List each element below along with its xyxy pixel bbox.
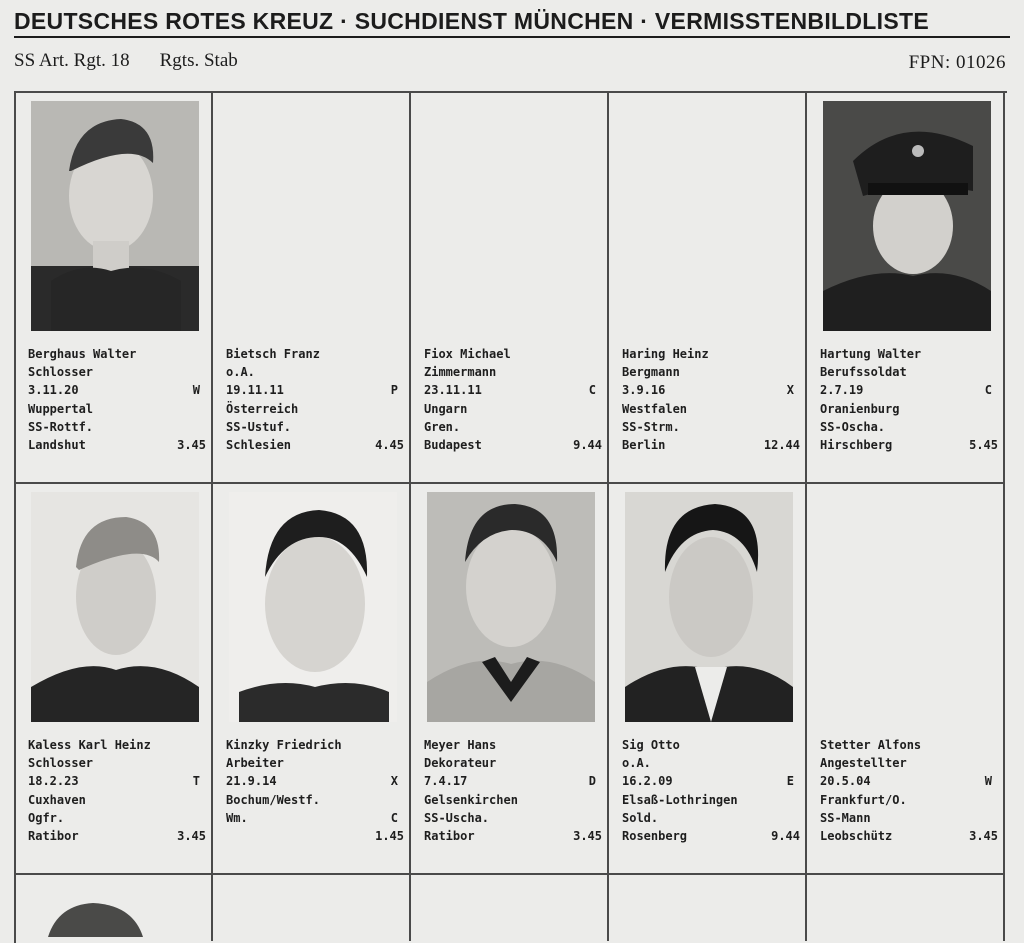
entry-last-place: Rosenberg bbox=[622, 828, 688, 843]
entry-birthdate: 16.2.09 bbox=[622, 774, 673, 789]
entry-code: X bbox=[786, 383, 794, 398]
entry-birthdate: 20.5.04 bbox=[820, 774, 871, 789]
entry-info bbox=[424, 736, 602, 845]
entry-name: Kinzky Friedrich bbox=[226, 738, 342, 752]
entry-card bbox=[808, 484, 1005, 874]
entry-origin: Bochum/Westf. bbox=[226, 792, 320, 807]
entry-last-date: 3.45 bbox=[573, 828, 602, 843]
portrait-photo bbox=[33, 900, 153, 937]
entry-origin: Oranienburg bbox=[820, 401, 900, 416]
list-title: DEUTSCHES ROTES KREUZ · SUCHDIENST MÜNCHEN · VERMISSTENBILDLISTE bbox=[14, 6, 1010, 38]
entry-card bbox=[610, 93, 807, 483]
entry-rank: SS-Strm. bbox=[622, 419, 680, 434]
entry-card bbox=[808, 93, 1005, 483]
entry-rank-code: C bbox=[390, 810, 398, 825]
entry-last-date: 12.44 bbox=[763, 437, 800, 452]
entry-occupation: Arbeiter bbox=[226, 756, 284, 771]
entry-info bbox=[820, 345, 998, 454]
entry-occupation: Schlosser bbox=[28, 365, 94, 380]
entry-last-date: 9.44 bbox=[573, 437, 602, 452]
entry-rank: Gren. bbox=[424, 419, 461, 434]
entry-occupation: Dekorateur bbox=[424, 756, 497, 771]
entry-last-place: Landshut bbox=[28, 437, 86, 452]
entry-info bbox=[226, 736, 404, 845]
entry-info bbox=[424, 345, 602, 454]
entry-origin: Gelsenkirchen bbox=[424, 792, 518, 807]
entry-code: X bbox=[390, 774, 398, 789]
unit-line bbox=[14, 50, 268, 72]
entry-birthdate: 21.9.14 bbox=[226, 774, 277, 789]
portrait-photo bbox=[823, 101, 991, 331]
unit-name: SS Art. Rgt. 18 bbox=[14, 50, 130, 71]
entry-rank: SS-Mann bbox=[820, 810, 871, 825]
entry-last-place: Leobschütz bbox=[820, 828, 893, 843]
entry-info bbox=[820, 736, 998, 845]
entry-last-date: 4.45 bbox=[375, 437, 404, 452]
portrait-photo bbox=[427, 492, 595, 722]
entry-occupation: Zimmermann bbox=[424, 365, 497, 380]
entry-birthdate: 7.4.17 bbox=[424, 774, 468, 789]
entry-rank: Wm. bbox=[226, 810, 248, 825]
entry-last-date: 3.45 bbox=[177, 437, 206, 452]
entry-code: E bbox=[786, 774, 794, 789]
entry-birthdate: 2.7.19 bbox=[820, 383, 864, 398]
entry-name: Kaless Karl Heinz bbox=[28, 738, 151, 752]
entry-info bbox=[622, 345, 800, 454]
entry-last-date: 3.45 bbox=[177, 828, 206, 843]
entry-card bbox=[214, 484, 411, 874]
entry-last-date: 3.45 bbox=[969, 828, 998, 843]
entry-origin: Cuxhaven bbox=[28, 792, 86, 807]
entry-occupation: Berufssoldat bbox=[820, 365, 907, 380]
entry-origin: Ungarn bbox=[424, 401, 468, 416]
entry-code: C bbox=[984, 383, 992, 398]
entry-origin: Wuppertal bbox=[28, 401, 94, 416]
entry-name: Hartung Walter bbox=[820, 347, 922, 361]
entry-code: P bbox=[390, 383, 398, 398]
entry-info bbox=[226, 345, 404, 454]
entry-origin: Österreich bbox=[226, 401, 299, 416]
entry-name: Fiox Michael bbox=[424, 347, 511, 361]
entry-code: W bbox=[192, 383, 200, 398]
portrait-photo bbox=[31, 492, 199, 722]
entry-last-date: 1.45 bbox=[375, 828, 404, 843]
entry-name: Meyer Hans bbox=[424, 738, 497, 752]
field-post-number: FPN: 01026 bbox=[908, 52, 1006, 73]
entry-last-place: Budapest bbox=[424, 437, 482, 452]
entry-last-place: Hirschberg bbox=[820, 437, 893, 452]
entry-card bbox=[16, 484, 213, 874]
entry-rank: SS-Uscha. bbox=[424, 810, 490, 825]
entry-name: Bietsch Franz bbox=[226, 347, 320, 361]
portrait-photo bbox=[625, 492, 793, 722]
entry-info bbox=[622, 736, 800, 845]
entry-name: Stetter Alfons bbox=[820, 738, 922, 752]
entry-rank: Ogfr. bbox=[28, 810, 65, 825]
portrait-photo bbox=[31, 101, 199, 331]
entry-code: T bbox=[192, 774, 200, 789]
entry-rank: Sold. bbox=[622, 810, 659, 825]
entry-card bbox=[16, 93, 213, 483]
entry-last-place: Ratibor bbox=[424, 828, 475, 843]
entry-occupation: o.A. bbox=[226, 365, 255, 380]
entry-occupation: Bergmann bbox=[622, 365, 680, 380]
entry-birthdate: 18.2.23 bbox=[28, 774, 79, 789]
entry-name: Haring Heinz bbox=[622, 347, 709, 361]
entry-birthdate: 19.11.11 bbox=[226, 383, 284, 398]
unit-subdivision: Rgts. Stab bbox=[159, 50, 238, 71]
entry-rank: SS-Oscha. bbox=[820, 419, 886, 434]
entry-code: W bbox=[984, 774, 992, 789]
entry-code: C bbox=[588, 383, 596, 398]
entry-last-date: 9.44 bbox=[771, 828, 800, 843]
entry-occupation: Schlosser bbox=[28, 756, 94, 771]
entry-birthdate: 3.9.16 bbox=[622, 383, 666, 398]
entry-birthdate: 23.11.11 bbox=[424, 383, 482, 398]
entry-info bbox=[28, 345, 206, 454]
entry-birthdate: 3.11.20 bbox=[28, 383, 79, 398]
entry-card bbox=[412, 93, 609, 483]
entry-last-date: 5.45 bbox=[969, 437, 998, 452]
entry-origin: Frankfurt/O. bbox=[820, 792, 907, 807]
entry-last-place: Berlin bbox=[622, 437, 666, 452]
entry-code: D bbox=[588, 774, 596, 789]
entry-occupation: o.A. bbox=[622, 756, 651, 771]
portrait-photo bbox=[229, 492, 397, 722]
entry-origin: Westfalen bbox=[622, 401, 688, 416]
entry-last-place: Ratibor bbox=[28, 828, 79, 843]
entry-name: Berghaus Walter bbox=[28, 347, 137, 361]
entry-card bbox=[610, 484, 807, 874]
entry-card bbox=[214, 93, 411, 483]
entry-rank: SS-Rottf. bbox=[28, 419, 94, 434]
entry-card bbox=[412, 484, 609, 874]
entry-last-place: Schlesien bbox=[226, 437, 292, 452]
entry-origin: Elsaß-Lothringen bbox=[622, 792, 738, 807]
entry-info bbox=[28, 736, 206, 845]
entry-rank: SS-Ustuf. bbox=[226, 419, 292, 434]
entry-name: Sig Otto bbox=[622, 738, 680, 752]
entry-occupation: Angestellter bbox=[820, 756, 907, 771]
